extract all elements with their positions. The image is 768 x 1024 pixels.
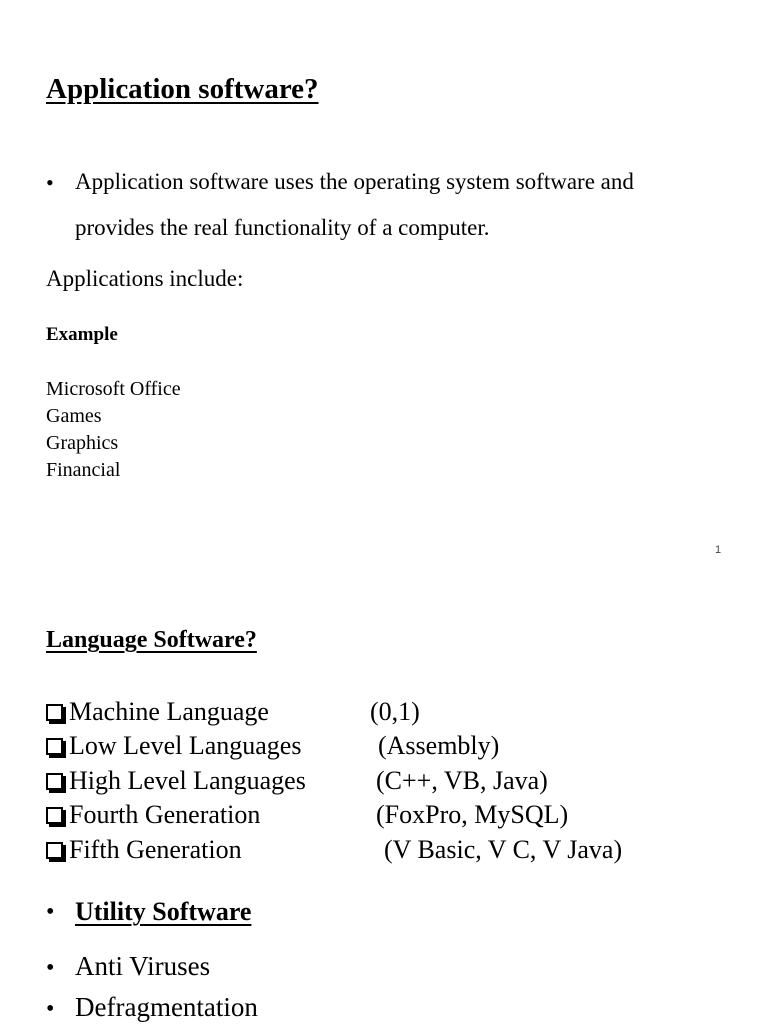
list-item bbox=[46, 731, 500, 765]
list-item: Microsoft Office bbox=[46, 378, 181, 400]
list-item: Games bbox=[46, 405, 102, 427]
checkbox-bullet-icon bbox=[46, 773, 63, 790]
section-title-language-software: Language Software? bbox=[46, 627, 257, 653]
list-item bbox=[46, 697, 420, 731]
applications-include-label: Applications include: bbox=[46, 266, 244, 291]
checkbox-bullet-icon bbox=[46, 738, 63, 755]
language-example: (V Basic, V C, V Java) bbox=[384, 835, 623, 864]
checkbox-bullet-icon bbox=[46, 842, 63, 859]
bullet-icon: • bbox=[46, 996, 55, 1022]
page-number: 1 bbox=[715, 544, 722, 556]
language-example: (C++, VB, Java) bbox=[376, 766, 548, 795]
language-example: (0,1) bbox=[370, 697, 420, 726]
checkbox-bullet-icon bbox=[46, 704, 63, 721]
list-item: Defragmentation bbox=[75, 992, 258, 1022]
language-name: Machine Language bbox=[69, 697, 269, 726]
language-name: High Level Languages bbox=[69, 766, 306, 795]
bullet-icon: • bbox=[46, 955, 55, 981]
list-item: Graphics bbox=[46, 432, 119, 454]
language-name: Low Level Languages bbox=[69, 731, 302, 760]
example-label: Example bbox=[46, 324, 118, 345]
list-item: Financial bbox=[46, 459, 121, 481]
examples-list bbox=[46, 376, 181, 484]
page-title-application-software: Application software? bbox=[46, 73, 319, 105]
list-item bbox=[46, 835, 623, 869]
list-item bbox=[46, 800, 569, 834]
checkbox-bullet-icon bbox=[46, 807, 63, 824]
language-name: Fifth Generation bbox=[69, 835, 242, 864]
definition-line-1: Application software uses the operating system software and bbox=[75, 169, 634, 194]
language-example: (Assembly) bbox=[378, 731, 500, 760]
utility-software-heading: Utility Software bbox=[75, 897, 252, 926]
list-item: Anti Viruses bbox=[75, 951, 211, 981]
language-example: (FoxPro, MySQL) bbox=[376, 800, 569, 829]
list-item bbox=[46, 766, 548, 800]
bullet-icon: • bbox=[46, 899, 55, 925]
definition-line-2: provides the real functionality of a computer. bbox=[75, 215, 490, 240]
bullet-icon: • bbox=[46, 170, 54, 195]
language-name: Fourth Generation bbox=[69, 800, 261, 829]
